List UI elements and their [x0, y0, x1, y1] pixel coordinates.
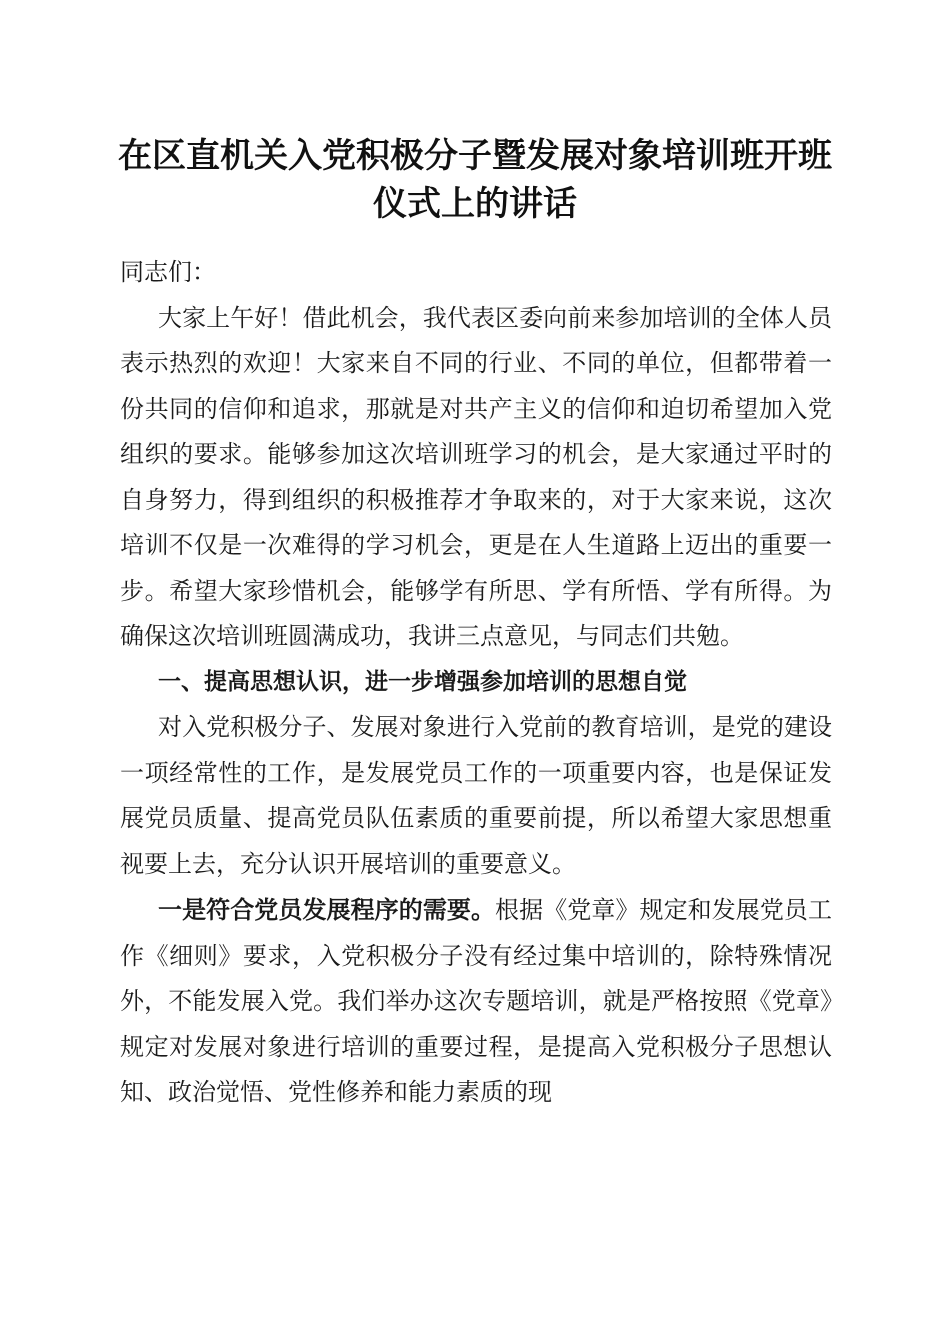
point-1-text: 根据《党章》规定和发展党员工作《细则》要求，入党积极分子没有经过集中培训的，除特殊情况外，不能发展入党。我们举办这次专题培训，就是严格按照《党章》规定对发展对象进行培训的重要过程，是提高入党积极分子思想认知、政治觉悟、党性修养和能力素质的现: [120, 896, 833, 1106]
document-title: 在区直机关入党积极分子暨发展对象培训班开班仪式上的讲话: [118, 136, 832, 224]
paragraph-point-1: [120, 887, 832, 1116]
point-1-lead: 一是符合党员发展程序的需要。: [158, 895, 496, 924]
section-heading-1: 一、提高思想认识，进一步增强参加培训的思想自觉: [158, 668, 687, 695]
document-body: [120, 250, 832, 1116]
paragraph-intro: 大家上午好！借此机会，我代表区委向前来参加培训的全体人员表示热烈的欢迎！大家来自不同的行业、不同的单位，但都带着一份共同的信仰和追求，那就是对共产主义的信仰和迫切希望加入党组织的要求。能够参加这次培训班学习的机会，是大家通过平时的自身努力，得到组织的积极推荐才争取来的，对于大家来说，这次培训不仅是一次难得的学习机会，更是在人生道路上迈出的重要一步。希望大家珍惜机会，能够学有所思、学有所悟、学有所得。为确保这次培训班圆满成功，我讲三点意见，与同志们共勉。: [120, 303, 832, 650]
paragraph-section-1: 对入党积极分子、发展对象进行入党前的教育培训，是党的建设一项经常性的工作，是发展党员工作的一项重要内容，也是保证发展党员质量、提高党员队伍素质的重要前提，所以希望大家思想重视要上去，充分认识开展培训的重要意义。: [120, 713, 832, 878]
salutation: 同志们：: [120, 258, 216, 286]
